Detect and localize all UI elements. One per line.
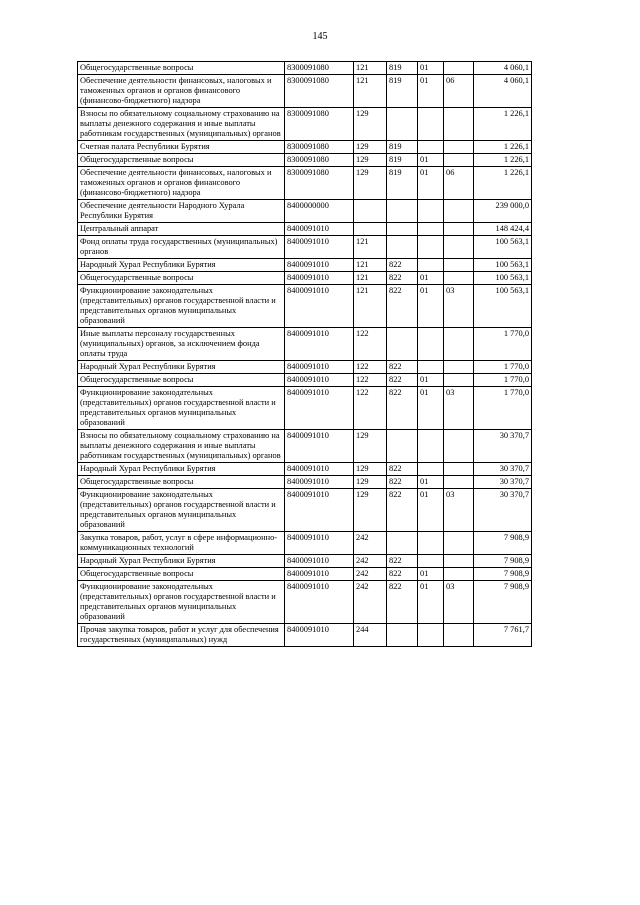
row-code-cell: 8400091010	[285, 285, 354, 328]
row-vr-cell: 129	[354, 476, 387, 489]
row-name-cell: Счетная палата Республики Бурятия	[78, 141, 285, 154]
table-row	[78, 141, 532, 154]
row-rz-cell: 01	[418, 476, 444, 489]
row-pr-cell	[444, 328, 474, 361]
row-rz-cell: 01	[418, 167, 444, 200]
row-name-cell: Прочая закупка товаров, работ и услуг для обеспечения государственных (муниципальных) нужд	[78, 624, 285, 647]
row-sum-cell: 1 226,1	[474, 154, 532, 167]
row-code-cell: 8300091080	[285, 141, 354, 154]
row-gr-cell	[387, 328, 418, 361]
row-gr-cell: 822	[387, 581, 418, 624]
row-code-cell: 8400091010	[285, 259, 354, 272]
row-vr-cell: 122	[354, 374, 387, 387]
row-name-cell: Фонд оплаты труда государственных (муниципальных) органов	[78, 236, 285, 259]
row-gr-cell: 822	[387, 285, 418, 328]
row-sum-cell: 1 770,0	[474, 387, 532, 430]
row-name-cell: Общегосударственные вопросы	[78, 568, 285, 581]
row-sum-cell: 100 563,1	[474, 272, 532, 285]
row-pr-cell	[444, 108, 474, 141]
row-sum-cell: 7 908,9	[474, 555, 532, 568]
row-gr-cell: 822	[387, 568, 418, 581]
row-name-cell: Обеспечение деятельности Народного Хурала Республики Бурятия	[78, 200, 285, 223]
row-sum-cell: 7 908,9	[474, 532, 532, 555]
row-sum-cell: 100 563,1	[474, 285, 532, 328]
table-row	[78, 532, 532, 555]
table-row	[78, 624, 532, 647]
table-row	[78, 581, 532, 624]
row-code-cell: 8400091010	[285, 581, 354, 624]
row-gr-cell: 822	[387, 476, 418, 489]
row-rz-cell	[418, 328, 444, 361]
row-name-cell: Закупка товаров, работ, услуг в сфере информационно-коммуникационных технологий	[78, 532, 285, 555]
table-row	[78, 108, 532, 141]
row-sum-cell: 1 770,0	[474, 374, 532, 387]
table-row	[78, 568, 532, 581]
row-vr-cell: 121	[354, 272, 387, 285]
row-sum-cell: 4 060,1	[474, 75, 532, 108]
row-pr-cell	[444, 154, 474, 167]
row-rz-cell: 01	[418, 374, 444, 387]
row-gr-cell: 822	[387, 361, 418, 374]
row-rz-cell	[418, 555, 444, 568]
row-gr-cell: 822	[387, 272, 418, 285]
row-pr-cell: 03	[444, 285, 474, 328]
row-sum-cell: 7 908,9	[474, 581, 532, 624]
row-pr-cell	[444, 430, 474, 463]
row-vr-cell: 122	[354, 387, 387, 430]
row-rz-cell: 01	[418, 75, 444, 108]
row-gr-cell: 822	[387, 489, 418, 532]
row-pr-cell	[444, 555, 474, 568]
row-pr-cell	[444, 200, 474, 223]
table-row	[78, 62, 532, 75]
row-gr-cell: 819	[387, 167, 418, 200]
row-rz-cell: 01	[418, 272, 444, 285]
row-gr-cell	[387, 430, 418, 463]
row-rz-cell	[418, 141, 444, 154]
row-name-cell: Иные выплаты персоналу государственных (муниципальных) органов, за исключением фонда оплаты труда	[78, 328, 285, 361]
row-pr-cell	[444, 236, 474, 259]
row-name-cell: Обеспечение деятельности финансовых, налоговых и таможенных органов и органов финансового (финансово-бюджетного) надзора	[78, 167, 285, 200]
row-name-cell: Общегосударственные вопросы	[78, 154, 285, 167]
row-rz-cell: 01	[418, 581, 444, 624]
table-row	[78, 387, 532, 430]
row-name-cell: Общегосударственные вопросы	[78, 374, 285, 387]
row-sum-cell: 7 761,7	[474, 624, 532, 647]
row-rz-cell	[418, 200, 444, 223]
row-code-cell: 8300091080	[285, 154, 354, 167]
row-pr-cell: 03	[444, 581, 474, 624]
row-vr-cell: 129	[354, 430, 387, 463]
row-vr-cell: 121	[354, 259, 387, 272]
row-code-cell: 8400000000	[285, 200, 354, 223]
row-vr-cell: 129	[354, 154, 387, 167]
row-gr-cell	[387, 624, 418, 647]
row-sum-cell: 239 000,0	[474, 200, 532, 223]
row-name-cell: Общегосударственные вопросы	[78, 62, 285, 75]
row-sum-cell: 1 226,1	[474, 108, 532, 141]
row-sum-cell: 1 226,1	[474, 167, 532, 200]
row-code-cell: 8400091010	[285, 272, 354, 285]
row-pr-cell	[444, 624, 474, 647]
row-sum-cell: 7 908,9	[474, 568, 532, 581]
table-row	[78, 223, 532, 236]
row-rz-cell	[418, 430, 444, 463]
row-rz-cell	[418, 361, 444, 374]
row-pr-cell: 06	[444, 167, 474, 200]
row-code-cell: 8300091080	[285, 75, 354, 108]
row-name-cell: Народный Хурал Республики Бурятия	[78, 463, 285, 476]
row-pr-cell	[444, 374, 474, 387]
row-name-cell: Функционирование законодательных (представительных) органов государственной власти и представительных органов муниципальных образований	[78, 489, 285, 532]
row-sum-cell: 4 060,1	[474, 62, 532, 75]
row-vr-cell: 122	[354, 328, 387, 361]
table-row	[78, 236, 532, 259]
row-rz-cell	[418, 108, 444, 141]
row-vr-cell: 129	[354, 489, 387, 532]
row-gr-cell	[387, 223, 418, 236]
row-pr-cell	[444, 532, 474, 555]
table-body	[78, 62, 532, 647]
row-rz-cell: 01	[418, 62, 444, 75]
row-vr-cell: 129	[354, 141, 387, 154]
row-rz-cell: 01	[418, 489, 444, 532]
row-sum-cell: 100 563,1	[474, 236, 532, 259]
row-sum-cell: 30 370,7	[474, 430, 532, 463]
row-vr-cell: 129	[354, 167, 387, 200]
row-rz-cell: 01	[418, 154, 444, 167]
table-row	[78, 154, 532, 167]
table-row	[78, 200, 532, 223]
row-sum-cell: 30 370,7	[474, 476, 532, 489]
row-pr-cell	[444, 259, 474, 272]
table-row	[78, 463, 532, 476]
row-name-cell: Функционирование законодательных (представительных) органов государственной власти и представительных органов муниципальных образований	[78, 285, 285, 328]
table-row	[78, 259, 532, 272]
row-sum-cell: 30 370,7	[474, 463, 532, 476]
row-vr-cell: 242	[354, 581, 387, 624]
row-gr-cell: 819	[387, 62, 418, 75]
row-rz-cell: 01	[418, 568, 444, 581]
row-rz-cell	[418, 259, 444, 272]
row-rz-cell	[418, 236, 444, 259]
table-row	[78, 430, 532, 463]
row-gr-cell: 822	[387, 555, 418, 568]
row-code-cell: 8300091080	[285, 108, 354, 141]
row-name-cell: Общегосударственные вопросы	[78, 476, 285, 489]
table-row	[78, 328, 532, 361]
row-name-cell: Центральный аппарат	[78, 223, 285, 236]
row-vr-cell: 129	[354, 108, 387, 141]
row-pr-cell	[444, 62, 474, 75]
row-rz-cell	[418, 463, 444, 476]
row-code-cell: 8400091010	[285, 430, 354, 463]
row-rz-cell	[418, 223, 444, 236]
row-name-cell: Обеспечение деятельности финансовых, налоговых и таможенных органов и органов финансового (финансово-бюджетного) надзора	[78, 75, 285, 108]
row-gr-cell	[387, 236, 418, 259]
row-rz-cell	[418, 624, 444, 647]
row-pr-cell	[444, 361, 474, 374]
row-sum-cell: 1 770,0	[474, 361, 532, 374]
row-code-cell: 8400091010	[285, 532, 354, 555]
row-name-cell: Функционирование законодательных (представительных) органов государственной власти и представительных органов муниципальных образований	[78, 581, 285, 624]
row-rz-cell: 01	[418, 387, 444, 430]
row-gr-cell	[387, 108, 418, 141]
row-sum-cell: 100 563,1	[474, 259, 532, 272]
row-pr-cell: 03	[444, 489, 474, 532]
row-sum-cell: 1 770,0	[474, 328, 532, 361]
row-vr-cell: 121	[354, 62, 387, 75]
row-code-cell: 8400091010	[285, 489, 354, 532]
row-gr-cell: 819	[387, 141, 418, 154]
budget-table	[77, 61, 532, 647]
row-rz-cell	[418, 532, 444, 555]
row-name-cell: Общегосударственные вопросы	[78, 272, 285, 285]
table-row	[78, 555, 532, 568]
page-number: 145	[312, 31, 328, 42]
row-vr-cell: 122	[354, 361, 387, 374]
row-name-cell: Функционирование законодательных (представительных) органов государственной власти и представительных органов муниципальных образований	[78, 387, 285, 430]
table-row	[78, 489, 532, 532]
row-pr-cell	[444, 223, 474, 236]
row-pr-cell	[444, 476, 474, 489]
row-code-cell: 8400091010	[285, 236, 354, 259]
row-vr-cell: 242	[354, 532, 387, 555]
row-code-cell: 8400091010	[285, 476, 354, 489]
row-pr-cell	[444, 568, 474, 581]
row-name-cell: Народный Хурал Республики Бурятия	[78, 259, 285, 272]
row-pr-cell	[444, 463, 474, 476]
row-gr-cell: 822	[387, 463, 418, 476]
row-vr-cell: 121	[354, 75, 387, 108]
row-vr-cell: 121	[354, 236, 387, 259]
row-code-cell: 8400091010	[285, 361, 354, 374]
row-code-cell: 8300091080	[285, 62, 354, 75]
table-row	[78, 476, 532, 489]
table-row	[78, 75, 532, 108]
row-code-cell: 8400091010	[285, 328, 354, 361]
row-gr-cell: 822	[387, 259, 418, 272]
row-gr-cell: 819	[387, 75, 418, 108]
table-row	[78, 361, 532, 374]
row-pr-cell: 06	[444, 75, 474, 108]
row-gr-cell: 822	[387, 374, 418, 387]
row-vr-cell: 242	[354, 568, 387, 581]
table-row	[78, 285, 532, 328]
row-gr-cell	[387, 532, 418, 555]
row-pr-cell: 03	[444, 387, 474, 430]
row-sum-cell: 148 424,4	[474, 223, 532, 236]
row-code-cell: 8400091010	[285, 223, 354, 236]
row-name-cell: Взносы по обязательному социальному страхованию на выплаты денежного содержания и иные выплаты работникам государственных (муниципальных) органов	[78, 108, 285, 141]
row-code-cell: 8400091010	[285, 387, 354, 430]
row-name-cell: Народный Хурал Республики Бурятия	[78, 555, 285, 568]
row-gr-cell: 822	[387, 387, 418, 430]
row-pr-cell	[444, 272, 474, 285]
row-vr-cell: 129	[354, 463, 387, 476]
row-sum-cell: 1 226,1	[474, 141, 532, 154]
table-row	[78, 167, 532, 200]
row-gr-cell	[387, 200, 418, 223]
table-row	[78, 374, 532, 387]
row-vr-cell: 242	[354, 555, 387, 568]
table-row	[78, 272, 532, 285]
row-name-cell: Взносы по обязательному социальному страхованию на выплаты денежного содержания и иные выплаты работникам государственных (муниципальных) органов	[78, 430, 285, 463]
row-name-cell: Народный Хурал Республики Бурятия	[78, 361, 285, 374]
row-sum-cell: 30 370,7	[474, 489, 532, 532]
row-vr-cell: 244	[354, 624, 387, 647]
row-pr-cell	[444, 141, 474, 154]
row-code-cell: 8400091010	[285, 374, 354, 387]
row-gr-cell: 819	[387, 154, 418, 167]
row-vr-cell	[354, 200, 387, 223]
row-code-cell: 8300091080	[285, 167, 354, 200]
row-code-cell: 8400091010	[285, 463, 354, 476]
row-code-cell: 8400091010	[285, 568, 354, 581]
row-vr-cell	[354, 223, 387, 236]
row-rz-cell: 01	[418, 285, 444, 328]
row-code-cell: 8400091010	[285, 624, 354, 647]
row-vr-cell: 121	[354, 285, 387, 328]
row-code-cell: 8400091010	[285, 555, 354, 568]
